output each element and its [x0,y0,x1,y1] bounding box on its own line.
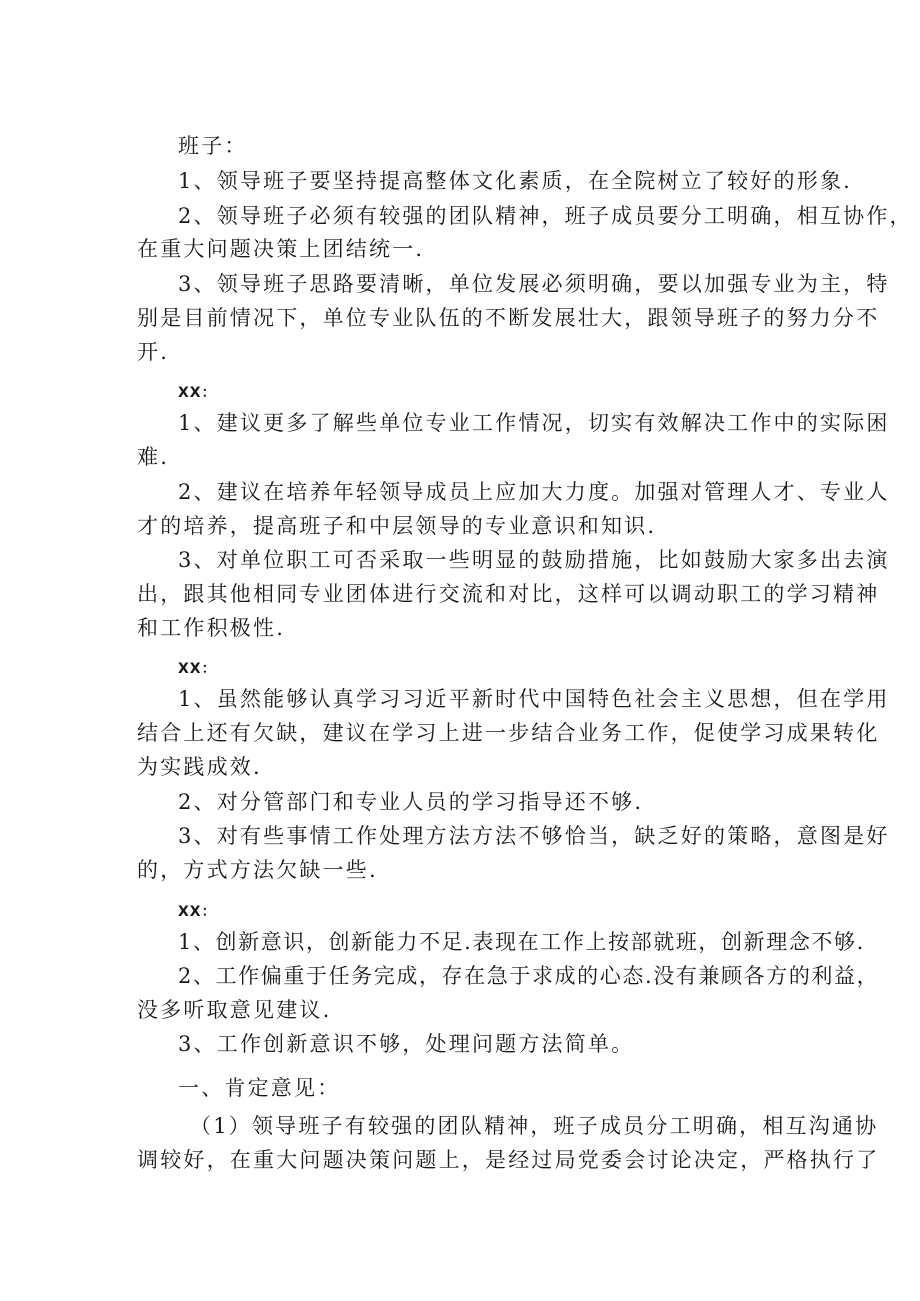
paragraph-line: （1）领导班子有较强的团队精神，班子成员分工明确，相互沟通协 [190,1114,879,1138]
paragraph-line: 出，跟其他相同专业团体进行交流和对比，这样可以调动职工的学习精神 [137,582,880,606]
paragraph-line: 1、虽然能够认真学习习近平新时代中国特色社会主义思想，但在学用 [178,687,890,711]
paragraph-line: 1、创新意识，创新能力不足.表现在工作上按部就班，创新理念不够. [178,930,865,954]
paragraph-line: 3、对有些事情工作处理方法方法不够恰当，缺乏好的策略，意图是好 [178,824,890,848]
paragraph-line: 才的培养，提高班子和中层领导的专业意识和知识. [137,514,657,538]
paragraph-line: 调较好，在重大问题决策问题上，是经过局党委会讨论决定，严格执行了 [137,1148,880,1172]
paragraph-line: 2、对分管部门和专业人员的学习指导还不够. [178,790,644,814]
paragraph-line: 难. [137,445,170,469]
paragraph-line: 1、建议更多了解些单位专业工作情况，切实有效解决工作中的实际困 [178,411,890,435]
section-heading-affirm: 一、肯定意见： [178,1076,341,1100]
paragraph-line: 别是目前情况下，单位专业队伍的不断发展壮大，跟领导班子的努力分不 [137,306,880,330]
paragraph-line: 没多听取意见建议. [137,998,332,1022]
section-heading-xx: XX： [178,661,217,677]
paragraph-line: 2、建议在培养年轻领导成员上应加大力度。加强对管理人才、专业人 [178,480,890,504]
paragraph-line: 2、领导班子必须有较强的团队精神，班子成员要分工明确，相互协作， [178,204,913,228]
paragraph-line: 开. [137,340,170,364]
paragraph-line: 3、领导班子思路要清晰，单位发展必须明确，要以加强专业为主，特 [178,272,890,296]
paragraph-line: 3、对单位职工可否采取一些明显的鼓励措施，比如鼓励大家多出去演 [178,548,890,572]
section-heading-banzi: 班子： [178,134,248,158]
paragraph-line: 1、领导班子要坚持提高整体文化素质，在全院树立了较好的形象. [178,169,853,193]
section-heading-xx: XX： [178,904,217,920]
paragraph-line: 在重大问题决策上团结统一. [137,237,425,261]
paragraph-line: 结合上还有欠缺，建议在学习上进一步结合业务工作，促使学习成果转化 [137,721,880,745]
section-heading-xx: XX： [178,385,217,401]
paragraph-line: 的，方式方法欠缺一些. [137,858,378,882]
paragraph-line: 3、工作创新意识不够，处理问题方法简单。 [178,1032,635,1056]
paragraph-line: 和工作积极性. [137,616,286,640]
paragraph-line: 为实践成效. [137,755,262,779]
paragraph-line: 2、工作偏重于任务完成，存在急于求成的心态.没有兼顾各方的利益， [178,964,880,988]
